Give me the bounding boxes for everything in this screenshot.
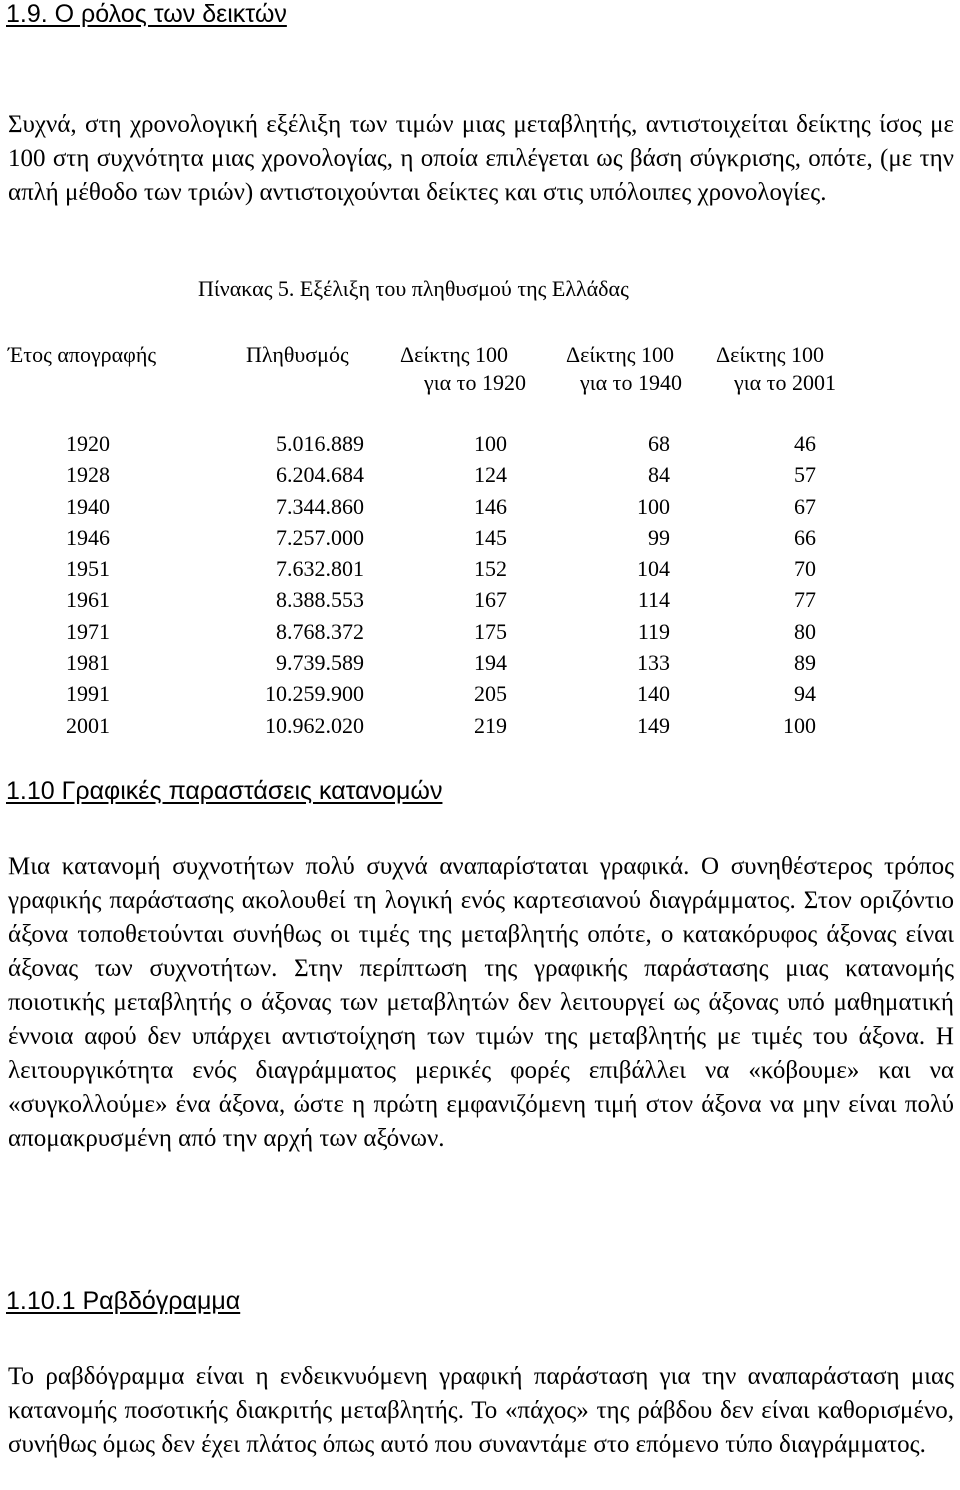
- header-index-1920: Δείκτης 100: [400, 342, 508, 367]
- cell-year: 1920: [66, 431, 110, 456]
- table-body: [0, 428, 960, 741]
- cell-index-1940: 99: [648, 524, 670, 550]
- header-index-2001: Δείκτης 100: [716, 342, 824, 367]
- table-row: [0, 647, 960, 678]
- cell-index-1920: 219: [474, 712, 507, 738]
- cell-year: 1951: [66, 556, 110, 582]
- cell-population: 10.962.020: [265, 712, 364, 738]
- cell-population: 8.768.372: [276, 618, 364, 644]
- cell-index-1920: 167: [474, 587, 507, 613]
- cell-index-1920: 100: [474, 431, 507, 456]
- cell-population: 10.259.900: [265, 681, 364, 707]
- cell-index-2001: 66: [794, 524, 816, 550]
- header-index-1920-sub: για το 1920: [424, 370, 527, 395]
- cell-index-1940: 119: [637, 618, 670, 644]
- cell-year: 1971: [66, 618, 110, 644]
- header-index-1940: Δείκτης 100: [566, 342, 674, 367]
- cell-index-2001: 77: [794, 587, 816, 613]
- cell-year: 1940: [66, 493, 110, 519]
- cell-index-1940: 114: [637, 587, 670, 613]
- cell-index-1940: 104: [637, 556, 670, 582]
- cell-index-2001: 70: [794, 556, 816, 582]
- cell-index-2001: 67: [794, 493, 816, 519]
- cell-population: 5.016.889: [276, 431, 364, 456]
- cell-index-2001: 89: [794, 650, 816, 676]
- header-index-2001-sub: για το 2001: [734, 370, 837, 395]
- cell-index-1940: 100: [637, 493, 670, 519]
- cell-index-1940: 140: [637, 681, 670, 707]
- cell-index-2001: 80: [794, 618, 816, 644]
- cell-year: 1928: [66, 462, 110, 488]
- table-row: [0, 428, 960, 459]
- table-row: [0, 553, 960, 584]
- table-row: [0, 678, 960, 709]
- cell-population: 7.344.860: [276, 493, 364, 519]
- section-1-10-paragraph: Μια κατανομή συχνοτήτων πολύ συχνά αναπαρίσταται γραφικά. Ο συνηθέστερος τρόπος γραφικής παράστασης ακολουθεί τη λογική ενός καρτεσιανού διαγράμματος. Στον οριζόντιο άξονα τοποθετούνται συνήθως οι τιμές της μεταβλητής οπότε, ο κατακόρυφος άξονας είναι άξονας των συχνοτήτων. Στην περίπτωση της γραφικής παράστασης μιας κατανομής ποιοτικής μεταβλητής ο άξονας των μεταβλητών δεν λειτουργεί ως άξονας υπό μαθηματική έννοια αφού δεν υπάρχει αντιστοίχηση των τιμών της μεταβλητής με τιμές του άξονα. Η λειτουργικότητα ενός διαγράμματος μερικές φορές επιβάλλει να «κόβουμε» και να «συγκολλούμε» ένα άξονα, ώστε η πρώτη εμφανιζόμενη τιμή στον άξονα να μην είναι πολύ απομακρυσμένη από την αρχή των αξόνων.: [8, 853, 954, 1152]
- cell-year: 2001: [66, 712, 110, 738]
- table-row: [0, 522, 960, 553]
- cell-population: 7.257.000: [276, 524, 364, 550]
- cell-index-2001: 94: [794, 681, 816, 707]
- table-row: [0, 584, 960, 615]
- header-population: Πληθυσμός: [246, 342, 349, 367]
- table-row: [0, 616, 960, 647]
- cell-population: 8.388.553: [276, 587, 364, 613]
- cell-year: 1991: [66, 681, 110, 707]
- cell-index-1940: 149: [637, 712, 670, 738]
- header-year: Έτος απογραφής: [8, 342, 157, 367]
- section-1-10-1-paragraph: Το ραβδόγραμμα είναι η ενδεικνυόμενη γραφική παράσταση για την αναπαράσταση μιας κατανομής ποσοτικής διακριτής μεταβλητής. Το «πάχος» της ράβδου δεν είναι καθορισμένο, συνήθως όμως δεν έχει πλάτος όπως αυτό που συναντάμε στο επόμενο τύπο διαγράμματος.: [8, 1363, 954, 1458]
- section-title-1-10: 1.10 Γραφικές παραστάσεις κατανομών: [6, 777, 443, 805]
- cell-index-1920: 124: [474, 462, 507, 488]
- header-index-1940-sub: για το 1940: [580, 370, 683, 395]
- cell-year: 1961: [66, 587, 110, 613]
- cell-index-1920: 146: [474, 493, 507, 519]
- table-row: [0, 459, 960, 490]
- cell-index-1920: 175: [474, 618, 507, 644]
- cell-index-1920: 152: [474, 556, 507, 582]
- cell-index-1920: 194: [474, 650, 507, 676]
- section-title-1-10-1: 1.10.1 Ραβδόγραμμα: [6, 1287, 241, 1315]
- cell-index-1940: 84: [648, 462, 670, 488]
- cell-year: 1946: [66, 524, 110, 550]
- cell-index-2001: 100: [783, 712, 816, 738]
- cell-population: 6.204.684: [276, 462, 364, 488]
- cell-index-2001: 57: [794, 462, 816, 488]
- cell-index-1920: 145: [474, 524, 507, 550]
- cell-index-2001: 46: [794, 431, 816, 456]
- table-row: [0, 710, 960, 741]
- section-1-9-paragraph: Συχνά, στη χρονολογική εξέλιξη των τιμών μιας μεταβλητής, αντιστοιχείται δείκτης ίσος με 100 στη συχνότητα μιας χρονολογίας, η οποία επιλέγεται ως βάση σύγκρισης, οπότε, (με την απλή μέθοδο των τριών) αντιστοιχούνται δείκτες και στις υπόλοιπες χρονολογίες.: [8, 111, 954, 206]
- section-title-1-9: 1.9. Ο ρόλος των δεικτών: [6, 0, 287, 28]
- cell-year: 1981: [66, 650, 110, 676]
- cell-population: 9.739.589: [276, 650, 364, 676]
- table-row: [0, 491, 960, 522]
- cell-index-1940: 68: [648, 431, 670, 456]
- cell-population: 7.632.801: [276, 556, 364, 582]
- table-caption: Πίνακας 5. Εξέλιξη του πληθυσμού της Ελλάδας: [198, 276, 629, 301]
- cell-index-1920: 205: [474, 681, 507, 707]
- cell-index-1940: 133: [637, 650, 670, 676]
